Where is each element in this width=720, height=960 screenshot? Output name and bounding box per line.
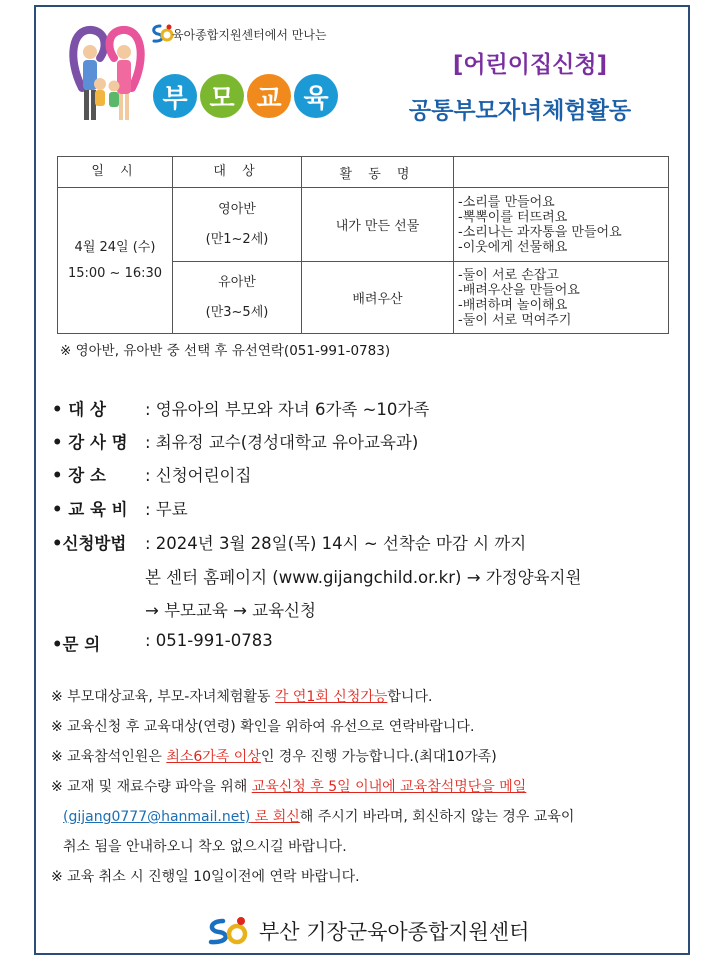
note-highlight: 교육신청 후 5일 이내에 교육참석명단을 메일 — [251, 779, 527, 795]
detail-item: -이웃에게 선물해요 — [458, 239, 568, 255]
group-age: (만3~5세) — [205, 304, 269, 320]
schedule-table — [57, 156, 669, 334]
info-value: : 2024년 3월 28일(목) 14시 ~ 선착순 마감 시 까지 — [145, 534, 527, 553]
info-target — [52, 396, 430, 420]
info-value: : 영유아의 부모와 자녀 6가족 ~10가족 — [145, 400, 430, 419]
page-subtitle: 공통부모자녀체험활동 — [408, 98, 632, 124]
info-label: • 대 상 — [52, 400, 106, 419]
group-name: 영아반 — [218, 201, 256, 217]
info-value: : 최유정 교수(경성대학교 유아교육과) — [145, 433, 419, 452]
detail-item: -소리를 만들어요 — [458, 194, 555, 210]
edu-char-1: 부 — [153, 74, 197, 118]
detail-item: -둘이 서로 먹여주기 — [458, 312, 572, 328]
info-fee — [52, 496, 188, 520]
note-6: 취소 됨을 안내하오니 착오 없으시길 바랍니다. — [63, 839, 347, 855]
group-name: 유아반 — [218, 274, 256, 290]
center-tagline: 육아종합지원센터에서 만나는 — [172, 28, 327, 42]
edu-char-3: 교 — [247, 74, 291, 118]
note-4 — [51, 776, 526, 796]
footer — [205, 915, 529, 947]
info-lecturer — [52, 429, 419, 453]
header-target: 대 상 — [173, 157, 302, 188]
header-activity: 활 동 명 — [302, 157, 454, 188]
note-highlight: 최소6가족 이상 — [166, 749, 261, 765]
page-title: [어린이집신청] — [452, 52, 608, 78]
edu-char-2: 모 — [200, 74, 244, 118]
info-value: : 051-991-0783 — [145, 631, 273, 650]
date-cell — [58, 188, 173, 334]
info-label: • 교 육 비 — [52, 500, 128, 519]
detail-item: -뽁뽁이를 터뜨려요 — [458, 209, 568, 225]
note-text: ※ 교육참석인원은 — [51, 749, 167, 765]
activity-details — [454, 262, 669, 334]
header-blank — [454, 157, 669, 188]
table-row — [58, 188, 669, 262]
method-line-3: → 부모교육 → 교육신청 — [145, 601, 316, 620]
note-2: ※ 교육신청 후 교육대상(연령) 확인을 위하여 유선으로 연락바랍니다. — [51, 719, 475, 735]
group-cell — [173, 188, 302, 262]
detail-item: -소리나는 과자통을 만들어요 — [458, 224, 622, 240]
detail-item: -둘이 서로 손잡고 — [458, 267, 559, 283]
note-text: 합니다. — [387, 689, 433, 705]
note-text: 인 경우 진행 가능합니다.(최대10가족) — [260, 749, 497, 765]
date-text: 4월 24일 (수) — [74, 239, 156, 255]
info-label: • 강 사 명 — [52, 433, 128, 452]
note-5 — [63, 806, 574, 826]
table-note: ※ 영아반, 유아반 중 선택 후 유선연락(051-991-0783) — [60, 343, 391, 359]
activity-name: 배려우산 — [302, 262, 454, 334]
activity-name: 내가 만든 선물 — [302, 188, 454, 262]
info-place — [52, 462, 252, 486]
note-3 — [51, 746, 497, 766]
info-label: •문 의 — [52, 635, 101, 654]
family-illustration — [62, 18, 152, 130]
note-highlight: 로 회신 — [250, 809, 300, 825]
info-contact — [52, 631, 273, 655]
center-logo-icon — [205, 915, 251, 947]
info-value: : 신청어린이집 — [145, 466, 252, 485]
detail-item: -배려하며 놀이해요 — [458, 297, 568, 313]
parent-education-logo — [153, 74, 338, 118]
detail-item: -배려우산을 만들어요 — [458, 282, 580, 298]
table-header-row — [58, 157, 669, 188]
footer-org-name: 부산 기장군육아종합지원센터 — [259, 920, 530, 944]
info-label: •신청방법 — [52, 534, 127, 553]
note-highlight: 각 연1회 신청가능 — [274, 689, 388, 705]
note-text: ※ 교재 및 재료수량 파악을 위해 — [51, 779, 252, 795]
group-age: (만1~2세) — [205, 231, 269, 247]
header-date: 일 시 — [58, 157, 173, 188]
activity-details — [454, 188, 669, 262]
edu-char-4: 육 — [294, 74, 338, 118]
note-7: ※ 교육 취소 시 진행일 10일이전에 연락 바랍니다. — [51, 869, 360, 885]
center-logo-icon — [150, 22, 174, 44]
email-link[interactable]: (gijang0777@hanmail.net) — [63, 809, 251, 825]
note-text: ※ 부모대상교육, 부모-자녀체험활동 — [51, 689, 275, 705]
note-text: 해 주시기 바라며, 회신하지 않는 경우 교육이 — [299, 809, 575, 825]
group-cell — [173, 262, 302, 334]
info-label: • 장 소 — [52, 466, 106, 485]
info-value: : 무료 — [145, 500, 188, 519]
info-method — [52, 530, 527, 554]
note-1 — [51, 686, 432, 706]
method-line-2: 본 센터 홈페이지 (www.gijangchild.or.kr) → 가정양육지원 — [145, 568, 582, 587]
time-text: 15:00 ~ 16:30 — [67, 265, 163, 281]
